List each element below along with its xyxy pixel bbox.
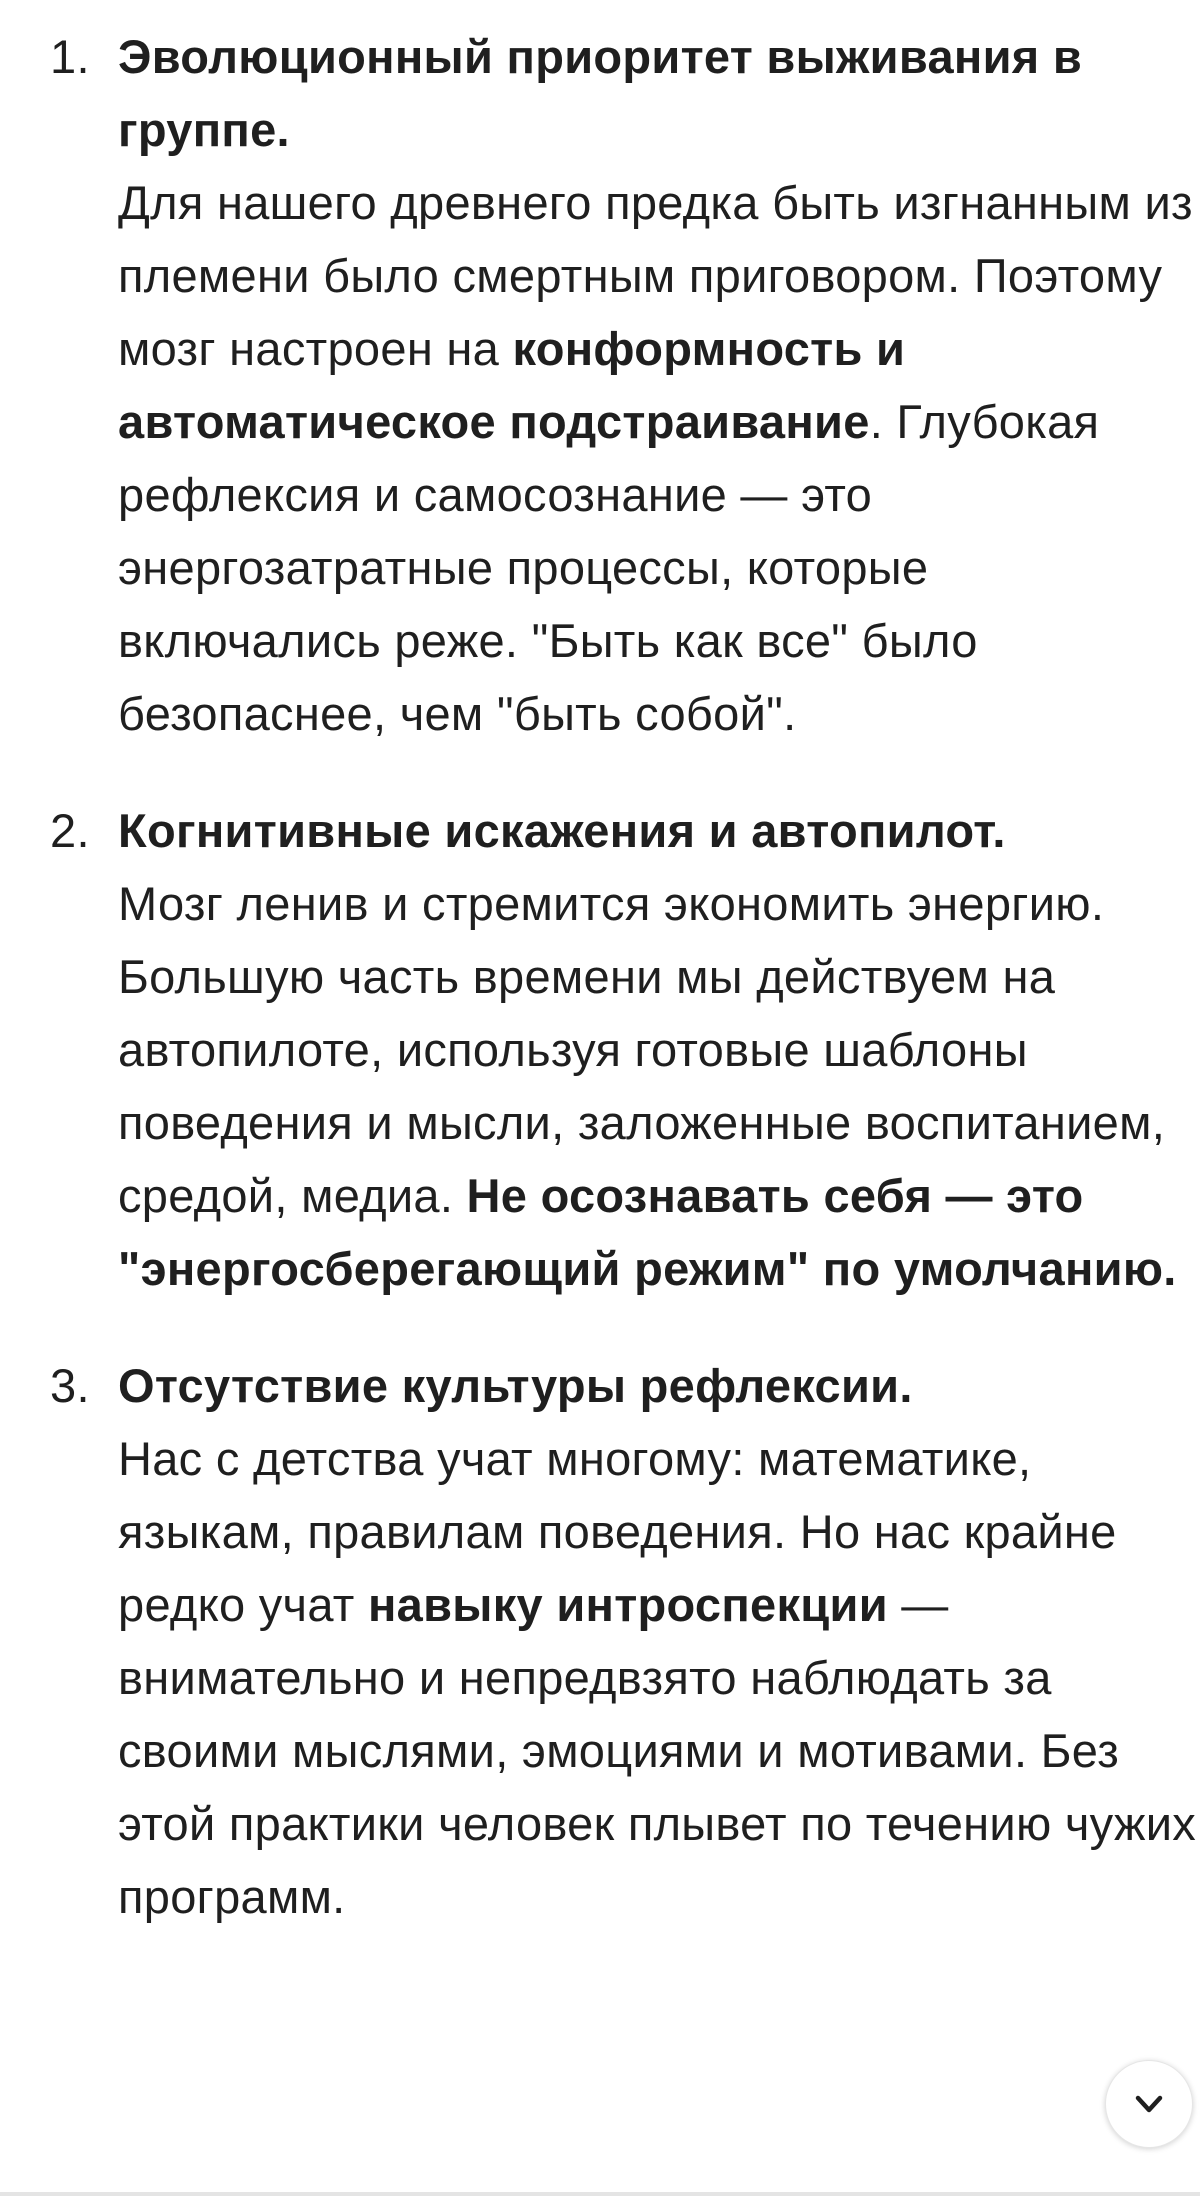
list-number: 2. — [50, 804, 90, 857]
bold-segment: Не осознавать себя — это "энергосберегающий режим" по умолчанию. — [118, 1169, 1177, 1295]
item-heading: Отсутствие культуры рефлексии. — [118, 1359, 913, 1412]
list-item — [0, 20, 1200, 750]
text-segment: Для нашего древнего предка быть изгнанным из племени было смертным приговором. Поэтому мозг настроен на — [118, 176, 1193, 375]
bold-segment: навыку интроспекции — [367, 1578, 888, 1631]
text-segment: . Глубокая рефлексия и самосознание — это энергозатратные процессы, которые включались реже. "Быть как все" было безопаснее, чем "быть собой". — [118, 395, 1100, 740]
list-number: 1. — [50, 30, 90, 83]
scroll-to-bottom-button[interactable] — [1105, 2060, 1193, 2148]
item-heading: Эволюционный приоритет выживания в группе. — [118, 30, 1083, 156]
bottom-divider — [0, 2192, 1200, 2196]
list-item-text — [118, 1349, 1200, 1933]
bold-segment: конформность и автоматическое подстраивание — [118, 322, 906, 448]
list-item-text — [118, 794, 1200, 1305]
list-item — [0, 1349, 1200, 1933]
text-segment: Мозг ленив и стремится экономить энергию. Большую часть времени мы действуем на автопилоте, используя готовые шаблоны поведения и мысли, заложенные воспитанием, средой, медиа. — [118, 877, 1166, 1222]
text-segment: Нас с детства учат многому: математике, языкам, правилам поведения. Но нас крайне редко учат — [118, 1432, 1117, 1631]
text-segment: — внимательно и непредвзято наблюдать за своими мыслями, эмоциями и мотивами. Без этой практики человек плывет по течению чужих программ. — [118, 1578, 1197, 1923]
list-item — [0, 794, 1200, 1305]
list-number: 3. — [50, 1359, 90, 1412]
answer-list — [0, 20, 1200, 1977]
list-item-text — [118, 20, 1200, 750]
chevron-down-icon — [1129, 2084, 1169, 2124]
item-heading: Когнитивные искажения и автопилот. — [118, 804, 1006, 857]
